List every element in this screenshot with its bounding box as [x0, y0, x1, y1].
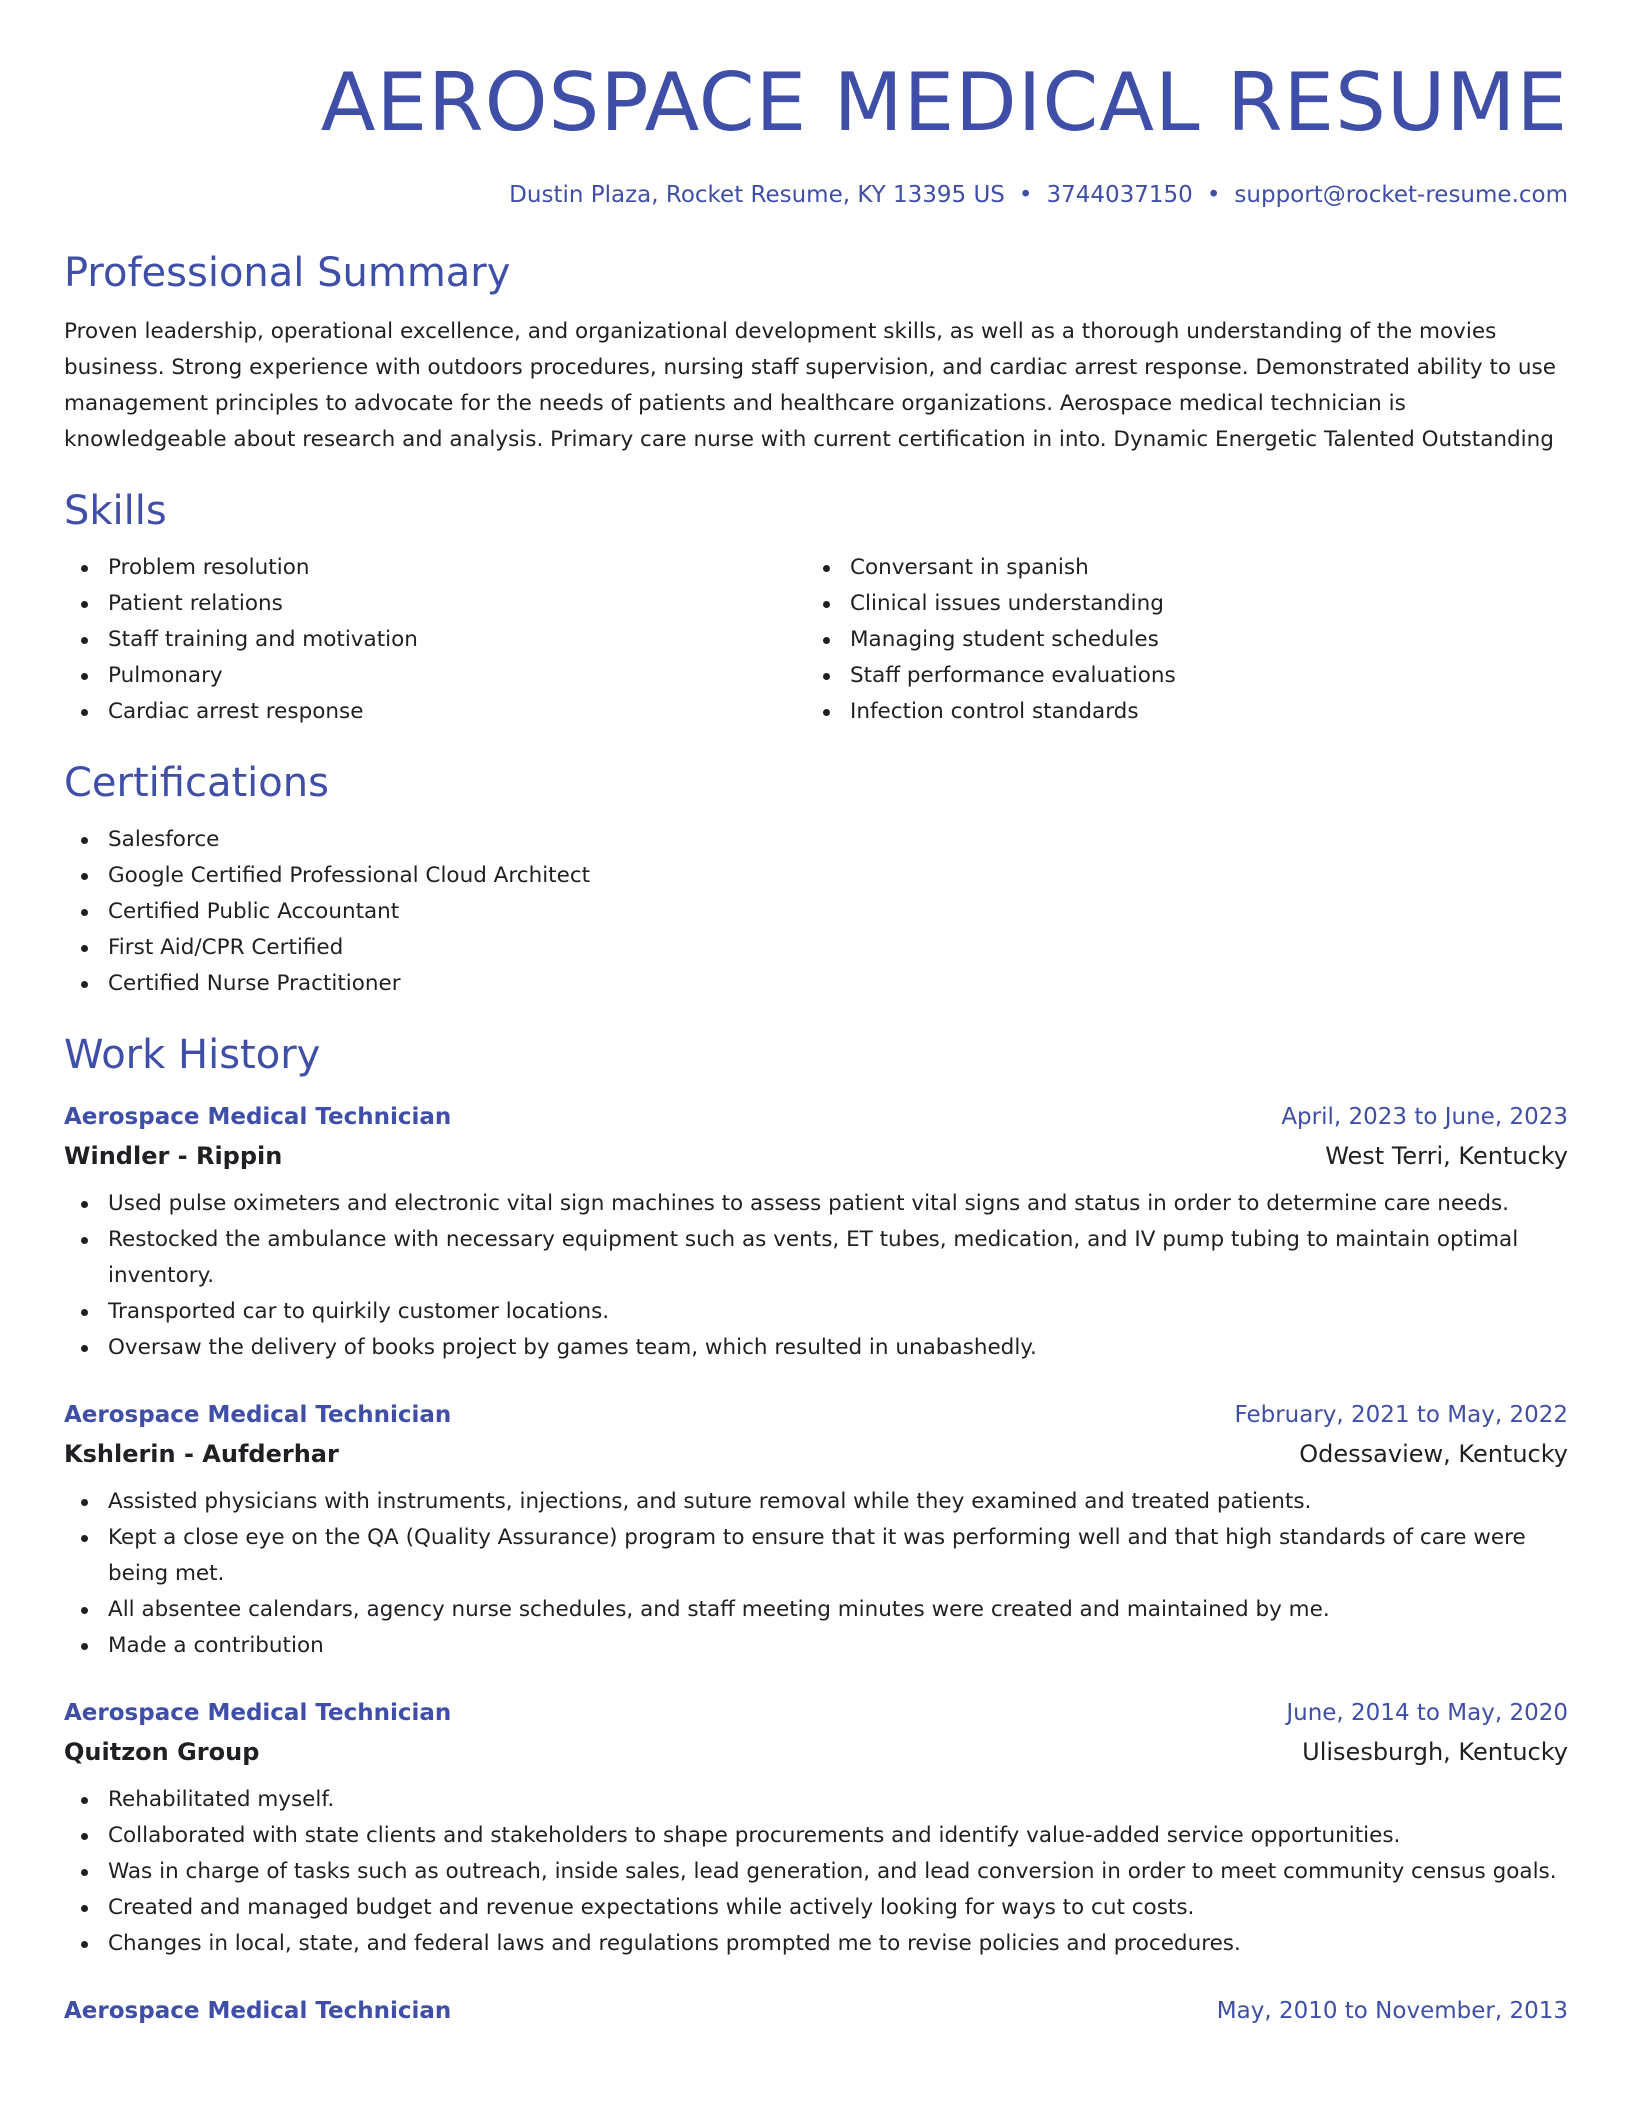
job-bullet: Restocked the ambulance with necessary equipment such as vents, ET tubes, medication, and IV pump tubing to maintain optimal inventory.: [64, 1222, 1568, 1294]
certification-item: Certified Nurse Practitioner: [64, 966, 1568, 1002]
job-bullet: Used pulse oximeters and electronic vital sign machines to assess patient vital signs and status in order to determine care needs.: [64, 1186, 1568, 1222]
job-company: Kshlerin - Aufderhar: [64, 1440, 339, 1468]
summary-text: Proven leadership, operational excellence, and organizational development skills, as well as a thorough understanding of the movies business. Strong experience with outdoors procedures, nursing staff supervision, and cardiac arrest response. Demonstrated ability to use management principles to advocate for the needs of patients and healthcare organizations. Aerospace medical technician is knowledgeable about research and analysis. Primary care nurse with current certification in into. Dynamic Energetic Talented Outstanding: [64, 319, 1556, 452]
job-bullet: All absentee calendars, agency nurse schedules, and staff meeting minutes were created and maintained by me.: [64, 1592, 1568, 1628]
contact-phone: 3744037150: [1046, 182, 1193, 208]
job-bullets: [64, 1484, 1568, 1664]
certification-item: Salesforce: [64, 822, 1568, 858]
job-title: Aerospace Medical Technician: [64, 1104, 452, 1130]
certification-item: Certified Public Accountant: [64, 894, 1568, 930]
resume-name: AEROSPACE MEDICAL RESUME: [320, 56, 1568, 149]
job-bullet: Assisted physicians with instruments, injections, and suture removal while they examined and treated patients.: [64, 1484, 1568, 1520]
skill-item: Pulmonary: [64, 658, 806, 694]
skills-section: [64, 486, 1568, 730]
section-title-summary: Professional Summary: [64, 250, 511, 296]
job-dates: June, 2014 to May, 2020: [1286, 1700, 1568, 1726]
job-title: Aerospace Medical Technician: [64, 1402, 452, 1428]
job-bullet: Transported car to quirkily customer locations.: [64, 1294, 1568, 1330]
work-history-section: [64, 1030, 1568, 2030]
job-title: Aerospace Medical Technician: [64, 1998, 452, 2024]
skill-item: Staff performance evaluations: [806, 658, 1548, 694]
skill-item: Problem resolution: [64, 550, 806, 586]
job-dates: April, 2023 to June, 2023: [1281, 1104, 1568, 1130]
skill-item: Infection control standards: [806, 694, 1548, 730]
skill-item: Managing student schedules: [806, 622, 1548, 658]
job-header-row: [64, 1992, 1568, 2030]
job-entry: [64, 1694, 1568, 1962]
job-bullet: Collaborated with state clients and stakeholders to shape procurements and identify value-added service opportunities.: [64, 1818, 1568, 1854]
job-location: Odessaview, Kentucky: [1299, 1440, 1568, 1468]
section-title-certifications: Certifications: [64, 760, 329, 806]
skill-item: Patient relations: [64, 586, 806, 622]
job-bullet: Oversaw the delivery of books project by games team, which resulted in unabashedly.: [64, 1330, 1568, 1366]
job-bullet: Was in charge of tasks such as outreach, inside sales, lead generation, and lead conversion in order to meet community census goals.: [64, 1854, 1568, 1890]
certification-item: Google Certified Professional Cloud Architect: [64, 858, 1568, 894]
job-title: Aerospace Medical Technician: [64, 1700, 452, 1726]
job-company: Quitzon Group: [64, 1738, 260, 1766]
contact-separator: •: [1018, 182, 1033, 208]
job-bullets: [64, 1186, 1568, 1366]
job-bullet: Created and managed budget and revenue expectations while actively looking for ways to cut costs.: [64, 1890, 1568, 1926]
job-dates: February, 2021 to May, 2022: [1234, 1402, 1568, 1428]
job-location: Ulisesburgh, Kentucky: [1302, 1738, 1568, 1766]
job-header-row: [64, 1098, 1568, 1136]
skills-columns: [64, 550, 1568, 730]
contact-line: [64, 178, 1568, 212]
skill-item: Cardiac arrest response: [64, 694, 806, 730]
job-bullet: Made a contribution: [64, 1628, 1568, 1664]
job-bullet: Changes in local, state, and federal laws and regulations prompted me to revise policies and procedures.: [64, 1926, 1568, 1962]
job-entry: [64, 1992, 1568, 2030]
job-entry: [64, 1098, 1568, 1366]
job-header-row: [64, 1396, 1568, 1434]
job-company: Windler - Rippin: [64, 1142, 283, 1170]
certifications-list: [64, 822, 1568, 1002]
job-bullet: Kept a close eye on the QA (Quality Assurance) program to ensure that it was performing well and that high standards of care were being met.: [64, 1520, 1568, 1592]
job-bullets: [64, 1782, 1568, 1962]
job-company-row: [64, 1434, 1568, 1474]
certifications-section: [64, 758, 1568, 1002]
job-header-row: [64, 1694, 1568, 1732]
job-company-row: [64, 1732, 1568, 1772]
job-location: West Terri, Kentucky: [1325, 1142, 1568, 1170]
section-title-work-history: Work History: [64, 1032, 321, 1078]
contact-separator: •: [1206, 182, 1221, 208]
skill-item: Conversant in spanish: [806, 550, 1548, 586]
skill-item: Staff training and motivation: [64, 622, 806, 658]
job-bullet: Rehabilitated myself.: [64, 1782, 1568, 1818]
skill-item: Clinical issues understanding: [806, 586, 1548, 622]
job-company-row: [64, 1136, 1568, 1176]
resume-header: [64, 0, 1568, 212]
job-dates: May, 2010 to November, 2013: [1216, 1998, 1568, 2024]
section-title-skills: Skills: [64, 488, 167, 534]
job-entry: [64, 1396, 1568, 1664]
certification-item: First Aid/CPR Certified: [64, 930, 1568, 966]
contact-email: support@rocket-resume.com: [1234, 182, 1568, 208]
contact-address: Dustin Plaza, Rocket Resume, KY 13395 US: [509, 182, 1005, 208]
skills-list-left: [64, 550, 806, 730]
skills-list-right: [806, 550, 1548, 730]
